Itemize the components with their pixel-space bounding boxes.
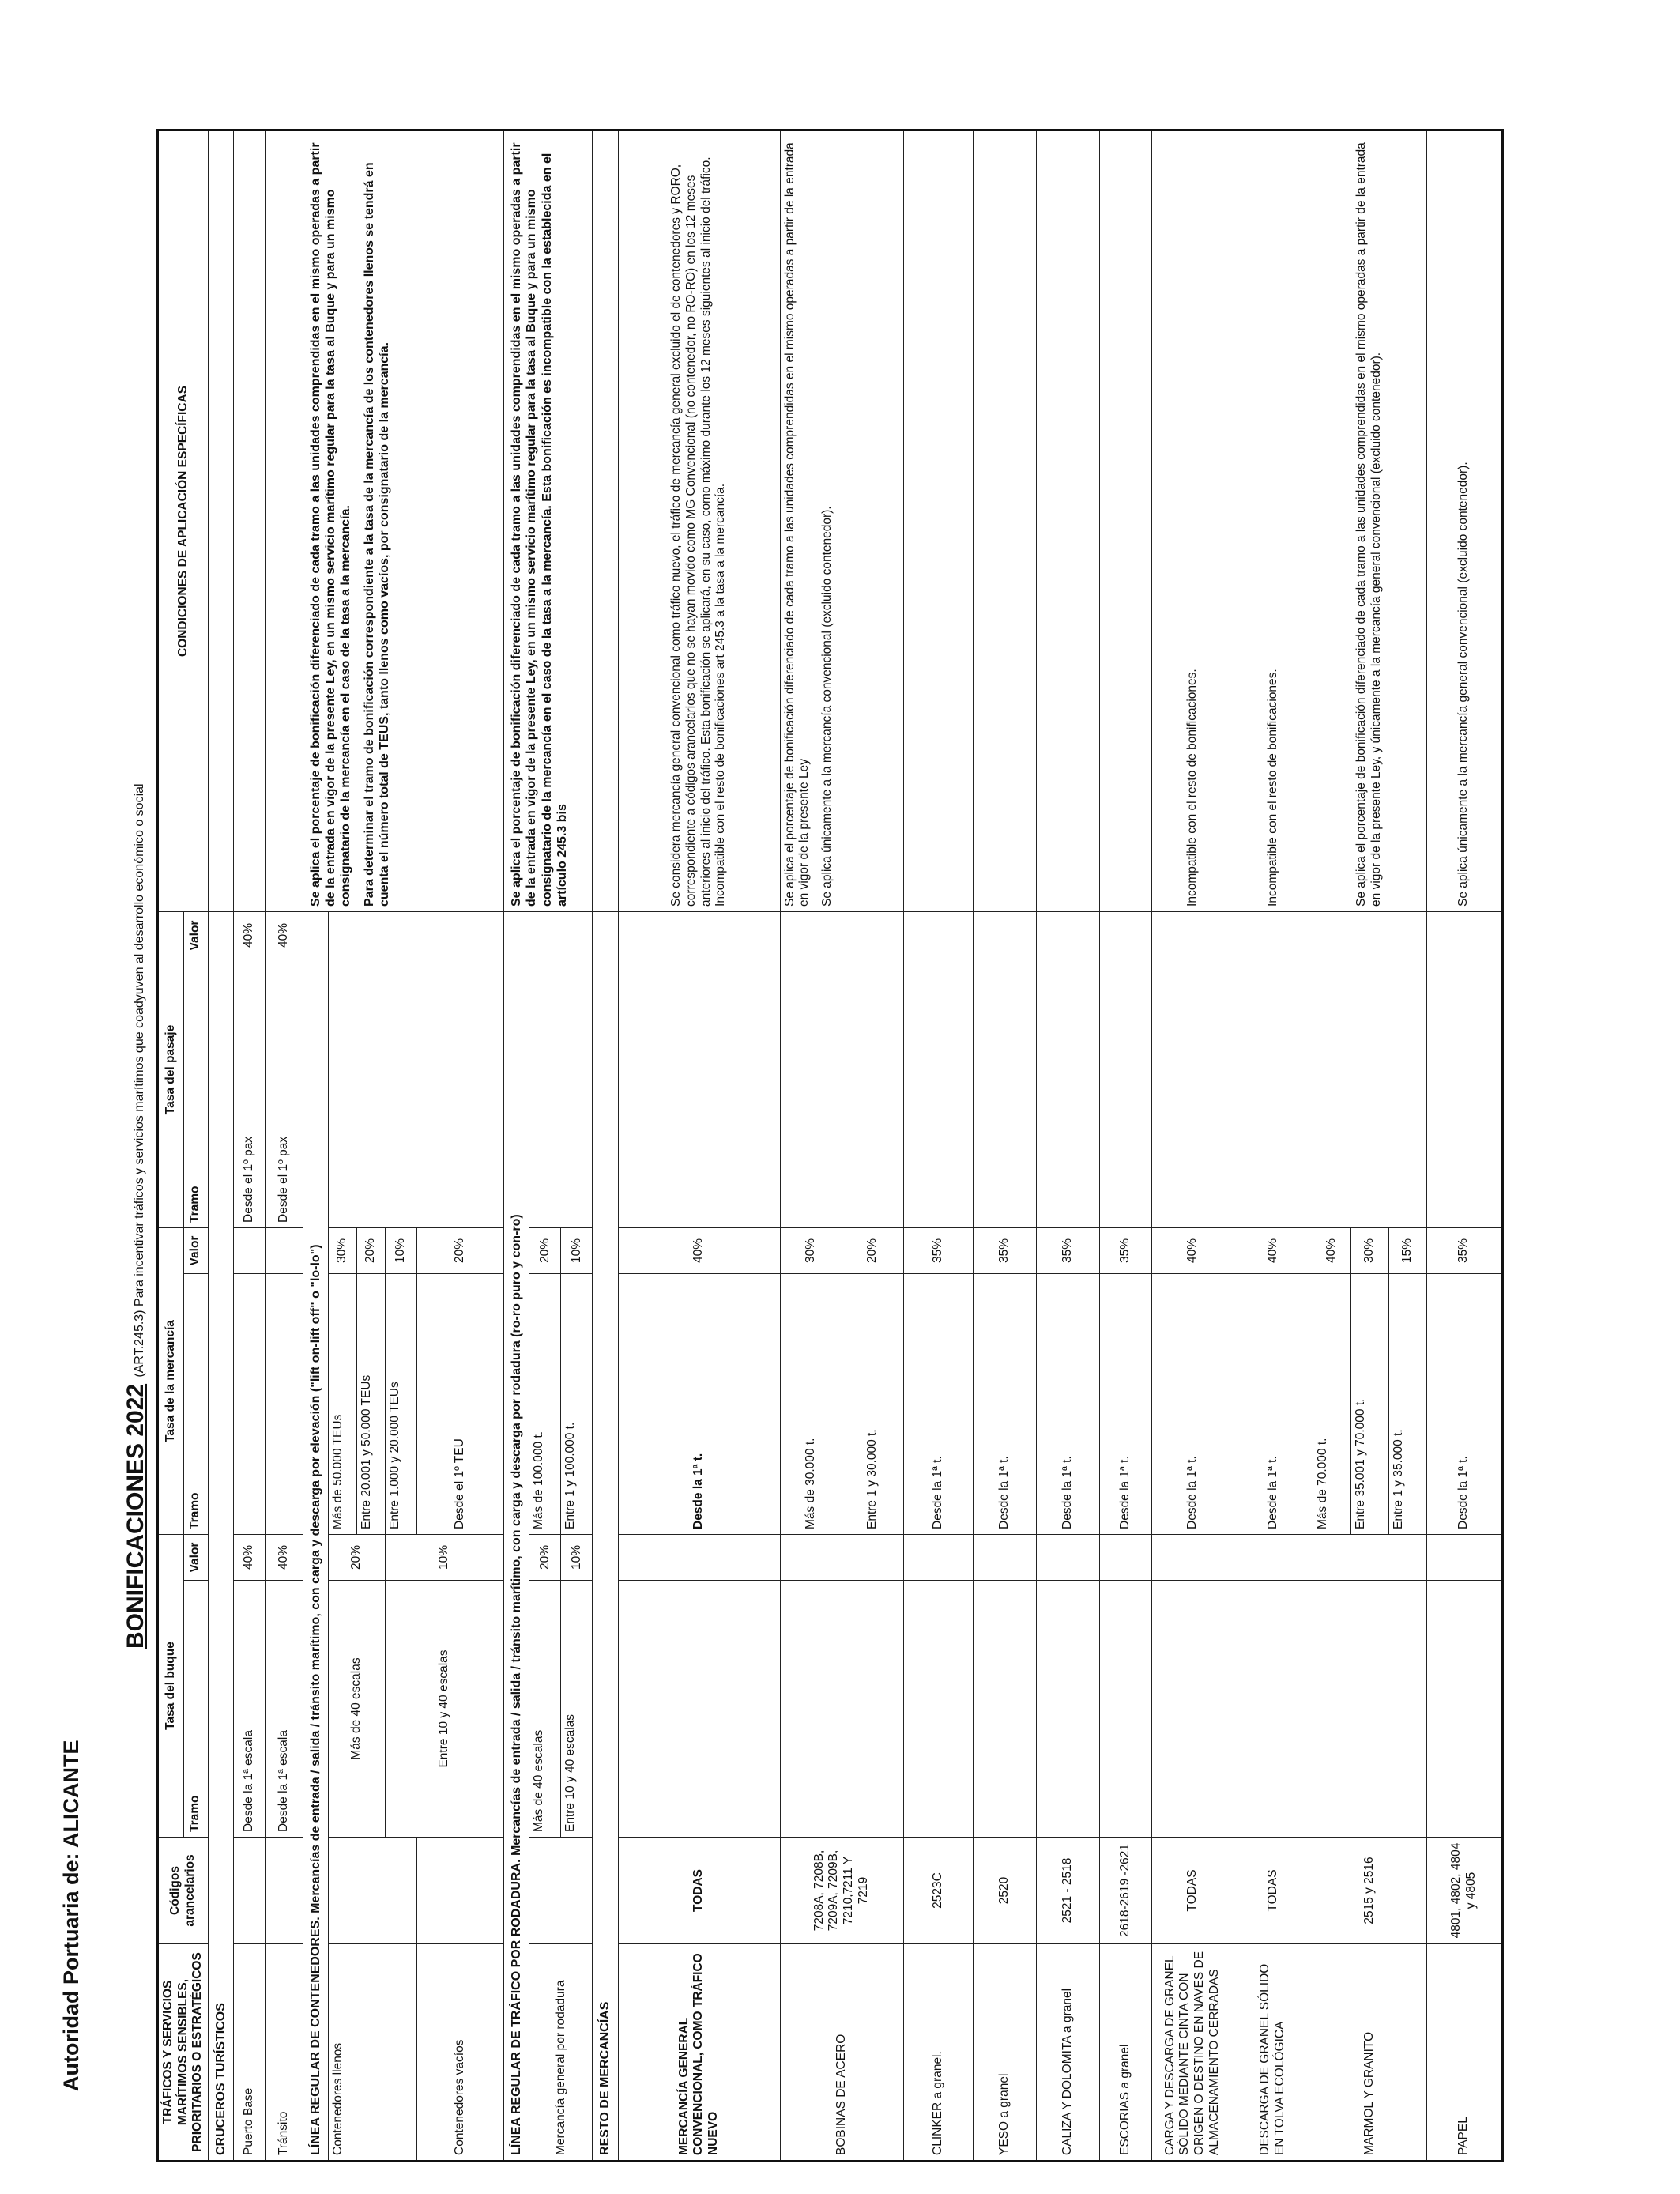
table-row [618,130,780,2161]
mercancia-tramo: Desde la 1ª t. [1426,1274,1502,1535]
section-cruceros [208,130,233,2161]
header-tasa-mercancia: Tasa de la mercancía [158,1228,184,1535]
condition-text: Se aplica el porcentaje de bonificación diferenciado de cada tramo a las unidades comprendidas en el mismo operadas a partir de la entrada en vigor de la presente Ley, y únicamente a la mercancía general convencional (excluido contenedor). [1313,130,1426,911]
table-row [265,130,303,2161]
condition-text: Incompatible con el resto de bonificaciones. [1234,130,1313,911]
codigo-arancelario: TODAS [618,1838,780,1944]
buque-tramo: Más de 40 escalas [329,1581,386,1838]
condiciones-rodadura: Se aplica el porcentaje de bonificación diferenciado de cada tramo a las unidades comprendidas en el mismo operadas a partir de la entrada en vigor de la presente Ley, en un mismo servicio marítimo regular para la tasa al Buque y para un mismo consignatario de la mercancía en el caso de la tasa a la mercancía. Esta bonificación es incompatible con la establecida en el artículo 245.3 bis [504,130,593,911]
header-pasaje-tramo: Tramo [183,959,208,1228]
mercancia-valor: 40% [1313,1228,1350,1274]
mercancia-valor: 35% [973,1228,1036,1274]
header-traficos: TRÁFICOS Y SERVICIOS MARÍTIMOS SENSIBLES, PRIORITARIOS O ESTRATÉGICOS [158,1944,209,2162]
condition-text: Incompatible con el resto de bonificaciones. [1151,130,1234,911]
section-rodadura-label: LÍNEA REGULAR DE TRÁFICO POR RODADURA. Mercancías de entrada / salida / tránsito marítimo, con carga y descarga por rodadura (ro-ro puro y con-ro) [504,911,529,2161]
mercancia-tramo: Entre 35.001 y 70.000 t. [1350,1274,1388,1535]
section-contenedores [303,130,328,2161]
mercancia-tramo: Desde el 1º TEU [417,1274,504,1535]
mercancia-valor: 10% [386,1228,417,1274]
section-resto [593,130,618,2161]
title-main: BONIFICACIONES 2022 [122,1383,149,1649]
table-row [1313,130,1350,2161]
mercancia-valor: 20% [842,1228,903,1274]
mercancia-valor: 35% [1036,1228,1099,1274]
codigo-arancelario: 4801, 4802, 4804 y 4805 [1426,1838,1502,1944]
row-label: PAPEL [1426,1944,1502,2162]
mercancia-tramo: Desde la 1ª t. [618,1274,780,1535]
buque-tramo: Desde la 1ª escala [233,1581,265,1838]
mercancia-valor: 15% [1388,1228,1426,1274]
mercancia-valor: 35% [1099,1228,1151,1274]
buque-tramo: Desde la 1ª escala [265,1581,303,1838]
codigo-arancelario: TODAS [1151,1838,1234,1944]
header-mercancia-valor: Valor [183,1228,208,1274]
row-label: Tránsito [265,1944,303,2162]
buque-valor: 20% [529,1535,561,1581]
row-label: DESCARGA DE GRANEL SÓLIDO EN TOLVA ECOLÓGICA [1234,1944,1313,2162]
mercancia-tramo: Desde la 1ª t. [1036,1274,1099,1535]
section-resto-label: RESTO DE MERCANCÍAS [593,1838,618,2162]
mercancia-tramo: Entre 20.001 y 50.000 TEUs [357,1274,386,1535]
buque-valor: 40% [265,1535,303,1581]
mercancia-tramo: Desde la 1ª t. [1099,1274,1151,1535]
section-contenedores-label: LÍNEA REGULAR DE CONTENEDORES. Mercancías de entrada / salida / tránsito marítimo, con carga y descarga por elevación ("lift on-lift off" o "lo-lo") [303,911,328,2161]
condition-text: Se aplica únicamente a la mercancía convencional (excluido contenedor). [819,506,834,907]
condition-text: Se aplica el porcentaje de bonificación diferenciado de cada tramo a las unidades comprendidas en el mismo operadas a partir de la entrada en vigor de la presente Ley, en un mismo servicio marítimo regular para la tasa al Buque y para un mismo consignatario de la mercancía en el caso de la tasa a la mercancía. [308,142,353,907]
row-label: YESO a granel [973,1944,1036,2162]
mercancia-valor: 40% [1151,1228,1234,1274]
section-cruceros-label: CRUCEROS TURÍSTICOS [208,1838,233,2162]
row-label: Mercancía general por rodadura [529,1944,593,2162]
header-codigos: Códigos arancelarios [158,1838,209,1944]
authority-header: Autoridad Portuaria de: ALICANTE [59,1740,83,2091]
mercancia-tramo: Más de 100.000 t. [529,1274,561,1535]
table-row [1036,130,1099,2161]
title-subtitle: (ART.245.3) Para incentivar tráficos y servicios marítimos que coadyuven al desarrollo económico o social [133,783,146,1378]
row-label: BOBINAS DE ACERO [780,1944,903,2162]
buque-valor: 20% [329,1535,386,1581]
header-mercancia-tramo: Tramo [183,1274,208,1535]
header-buque-valor: Valor [183,1535,208,1581]
buque-tramo: Entre 10 y 40 escalas [386,1581,504,1838]
table-row [903,130,973,2161]
row-label: MARMOL Y GRANITO [1313,1944,1426,2162]
codigo-arancelario: 2618-2619 -2621 [1099,1838,1151,1944]
pasaje-tramo: Desde el 1º pax [265,959,303,1228]
mercancia-valor: 10% [561,1228,593,1274]
condition-text: Se aplica el porcentaje de bonificación diferenciado de cada tramo a las unidades comprendidas en el mismo operadas a partir de la entrada en vigor de la presente Ley [782,142,812,907]
mercancia-valor: 20% [529,1228,561,1274]
mercancia-valor: 20% [417,1228,504,1274]
mercancia-tramo: Desde la 1ª t. [973,1274,1036,1535]
mercancia-valor: 30% [329,1228,357,1274]
mercancia-tramo: Entre 1.000 y 20.000 TEUs [386,1274,417,1535]
mercancia-valor: 35% [1426,1228,1502,1274]
table-row [1151,130,1234,2161]
row-label: MERCANCÍA GENERAL CONVENCIONAL, COMO TRÁFICO NUEVO [618,1944,780,2162]
buque-tramo: Más de 40 escalas [529,1581,561,1838]
condition-text: Se aplica únicamente a la mercancía general convencional (excluido contenedor). [1426,130,1502,911]
document-title [122,783,149,1649]
row-label: Contenedores llenos [329,1944,417,2162]
codigo-arancelario: 2523C [903,1838,973,1944]
table-row [1234,130,1313,2161]
pasaje-tramo: Desde el 1º pax [233,959,265,1228]
row-label: Puerto Base [233,1944,265,2162]
mercancia-valor: 30% [780,1228,842,1274]
mercancia-valor: 20% [357,1228,386,1274]
table-row [1426,130,1502,2161]
header-buque-tramo: Tramo [183,1581,208,1838]
pasaje-valor: 40% [233,911,265,959]
table-row [973,130,1036,2161]
row-label: CLINKER a granel. [903,1944,973,2162]
mercancia-valor: 40% [618,1228,780,1274]
mercancia-tramo: Entre 1 y 30.000 t. [842,1274,903,1535]
codigo-arancelario: 2521 - 2518 [1036,1838,1099,1944]
buque-valor: 10% [561,1535,593,1581]
mercancia-tramo: Entre 1 y 35.000 t. [1388,1274,1426,1535]
header-pasaje-valor: Valor [183,911,208,959]
section-rodadura [504,130,529,2161]
condition-text: Se considera mercancía general convencional como tráfico nuevo, el tráfico de mercancía general excluido el de contenedores y RORO, correspondiente a códigos arancelarios que no se hayan movido como MG Convencional (no contenedor, no RO-RO) en los 12 meses anteriores al inicio del tráfico. Esta bonificación se aplicará, en su caso, como máximo durante los 12 meses siguientes al inicio del tráfico. Incompatible con el resto de bonificaciones art 245.3 a la tasa a la mercancía. [618,130,780,911]
condiciones-bobinas [780,130,903,911]
table-row [1099,130,1151,2161]
header-row-1 [158,130,184,2161]
buque-tramo: Entre 10 y 40 escalas [561,1581,593,1838]
header-tasa-pasaje: Tasa del pasaje [158,911,184,1227]
header-condiciones: CONDICIONES DE APLICACIÓN ESPECÍFICAS [158,130,209,911]
mercancia-tramo: Más de 50.000 TEUs [329,1274,357,1535]
pasaje-valor: 40% [265,911,303,959]
row-label: ESCORIAS a granel [1099,1944,1151,2162]
header-tasa-buque: Tasa del buque [158,1535,184,1838]
mercancia-tramo: Más de 70.000 t. [1313,1274,1350,1535]
mercancia-tramo: Desde la 1ª t. [903,1274,973,1535]
mercancia-tramo: Entre 1 y 100.000 t. [561,1274,593,1535]
mercancia-tramo: Desde la 1ª t. [1234,1274,1313,1535]
table-row [780,130,842,2161]
mercancia-valor: 40% [1234,1228,1313,1274]
mercancia-tramo: Desde la 1ª t. [1151,1274,1234,1535]
buque-valor: 40% [233,1535,265,1581]
row-label: CALIZA Y DOLOMITA a granel [1036,1944,1099,2162]
condition-text: Para determinar el tramo de bonificación correspondiente a la tasa de la mercancía de los contenedores llenos se tendrá en cuenta el número total de TEUS, tanto llenos como vacíos, por consignatario de la mercancía. [362,162,391,907]
row-label: Contenedores vacíos [417,1944,504,2162]
condiciones-contenedores [303,130,503,911]
bonificaciones-table [156,129,1504,2162]
codigo-arancelario: TODAS [1234,1838,1313,1944]
codigo-arancelario: 2515 y 2516 [1313,1838,1426,1944]
buque-valor: 10% [386,1535,504,1581]
codigo-arancelario: 2520 [973,1838,1036,1944]
table-row [233,130,265,2161]
codigo-arancelario: 7208A, 7208B, 7209A, 7209B, 7210,7211 Y 7219 [780,1838,903,1944]
mercancia-valor: 30% [1350,1228,1388,1274]
mercancia-tramo: Más de 30.000 t. [780,1274,842,1535]
mercancia-valor: 35% [903,1228,973,1274]
row-label: CARGA Y DESCARGA DE GRANEL SÓLIDO MEDIANTE CINTA CON ORIGEN O DESTINO EN NAVES DE ALMACENAMIENTO CERRADAS [1151,1944,1234,2162]
